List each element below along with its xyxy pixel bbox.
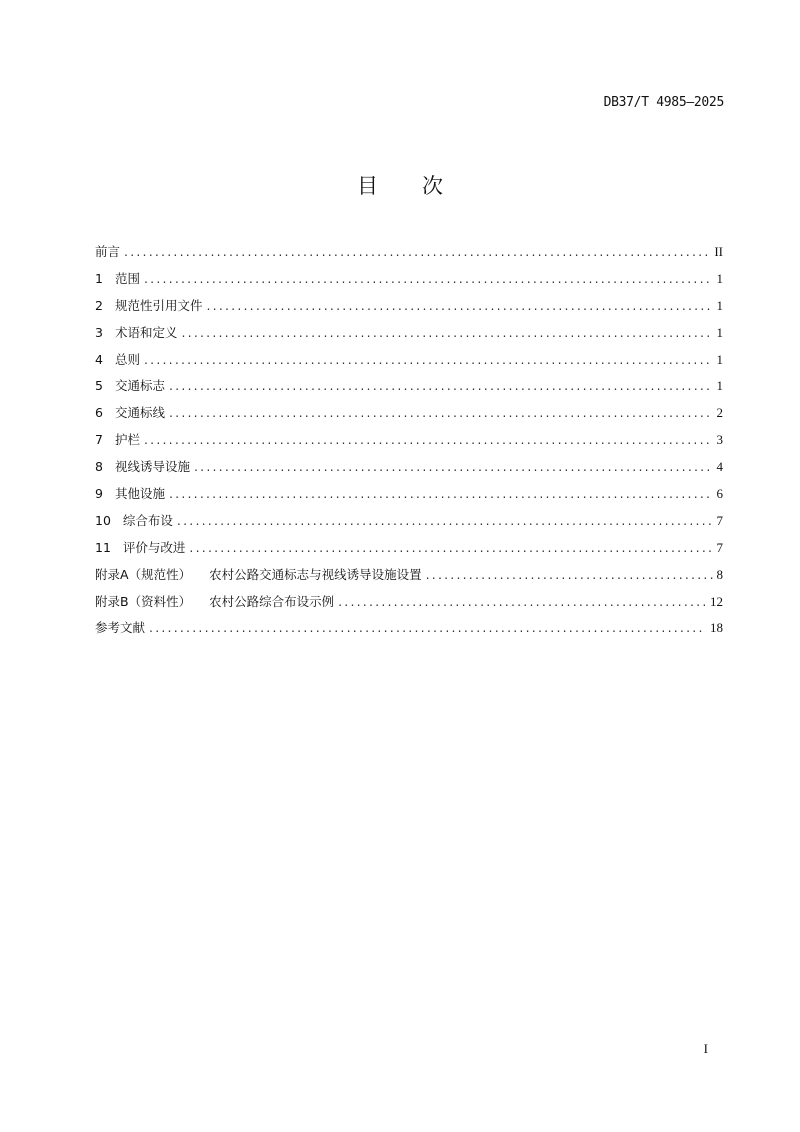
toc-number: 7 (95, 432, 103, 448)
toc-entry[interactable] (95, 511, 723, 538)
toc-page: 18 (710, 620, 723, 636)
toc-label: 护栏 (114, 432, 140, 448)
dot-leader (194, 459, 713, 474)
toc-entry[interactable] (95, 269, 723, 296)
toc-page: 1 (716, 324, 723, 340)
appendix-type: （资料性） (128, 593, 192, 609)
appendix-title: 农村公路综合布设示例 (209, 593, 335, 609)
toc-entry-references[interactable] (95, 618, 723, 645)
toc-number: 9 (95, 486, 103, 502)
toc-page: 7 (716, 512, 723, 528)
dot-leader (206, 298, 712, 313)
toc-entry[interactable] (95, 323, 723, 350)
toc-label: 规范性引用文件 (114, 297, 203, 313)
dot-leader (144, 432, 713, 447)
toc-label: 视线诱导设施 (114, 459, 190, 475)
toc-number: 10 (95, 512, 111, 528)
toc-entry[interactable] (95, 457, 723, 484)
toc-number: 2 (95, 297, 103, 313)
toc-number: 1 (95, 270, 103, 286)
toc-entry-foreword[interactable] (95, 242, 723, 269)
toc-number: 8 (95, 459, 103, 475)
toc-page: 4 (716, 459, 723, 475)
toc-label: 术语和定义 (114, 324, 178, 340)
toc-label: 范围 (114, 270, 140, 286)
toc-label: 评价与改进 (122, 539, 186, 555)
toc-number: 11 (95, 539, 111, 555)
toc-label: 综合布设 (122, 512, 173, 528)
appendix-prefix: 附录A (95, 566, 129, 582)
toc-page: 1 (716, 297, 723, 313)
toc-number: 5 (95, 378, 103, 394)
dot-leader (169, 486, 713, 501)
toc-entry[interactable] (95, 484, 723, 511)
toc-number: 3 (95, 324, 103, 340)
toc-page: 1 (716, 378, 723, 394)
toc-page: 8 (716, 566, 723, 582)
toc-label: 前言 (95, 244, 121, 259)
dot-leader (144, 271, 713, 286)
toc-label: 总则 (114, 351, 140, 367)
toc-entry[interactable] (95, 376, 723, 403)
dot-leader (189, 540, 712, 555)
title-char: 次 (422, 174, 443, 198)
document-code: DB37/T 4985—2025 (603, 95, 724, 110)
appendix-type: （规范性） (128, 566, 192, 582)
toc-page: 12 (710, 593, 723, 609)
toc-entry-appendix-b[interactable] (95, 592, 723, 619)
toc-entry[interactable] (95, 430, 723, 457)
dot-leader (169, 378, 713, 393)
toc-page: 1 (716, 351, 723, 367)
dot-leader (144, 352, 713, 367)
toc-label: 其他设施 (114, 486, 165, 502)
dot-leader (181, 325, 712, 340)
toc-label: 交通标志 (114, 378, 165, 394)
toc-entry[interactable] (95, 296, 723, 323)
dot-leader (426, 567, 713, 582)
toc-label: 参考文献 (95, 620, 146, 636)
dot-leader (149, 620, 706, 635)
dot-leader (169, 405, 713, 420)
toc-page: 2 (716, 405, 723, 421)
toc-page: 7 (716, 539, 723, 555)
page-number: I (703, 1041, 708, 1056)
toc-label: 交通标线 (114, 405, 165, 421)
toc-page: 1 (716, 270, 723, 286)
toc-number: 6 (95, 405, 103, 421)
toc-number: 4 (95, 351, 103, 367)
dot-leader (338, 594, 706, 609)
table-of-contents (95, 242, 723, 645)
appendix-title: 农村公路交通标志与视线诱导设施设置 (209, 566, 422, 582)
dot-leader (124, 244, 710, 259)
toc-page: 6 (716, 486, 723, 502)
toc-entry[interactable] (95, 538, 723, 565)
toc-entry[interactable] (95, 350, 723, 377)
dot-leader (177, 513, 713, 528)
toc-entry[interactable] (95, 403, 723, 430)
title-char: 目 (357, 174, 378, 198)
toc-page: II (714, 244, 723, 259)
toc-entry-appendix-a[interactable] (95, 565, 723, 592)
toc-page: 3 (716, 432, 723, 448)
appendix-prefix: 附录B (95, 593, 129, 609)
page-title (0, 170, 800, 200)
